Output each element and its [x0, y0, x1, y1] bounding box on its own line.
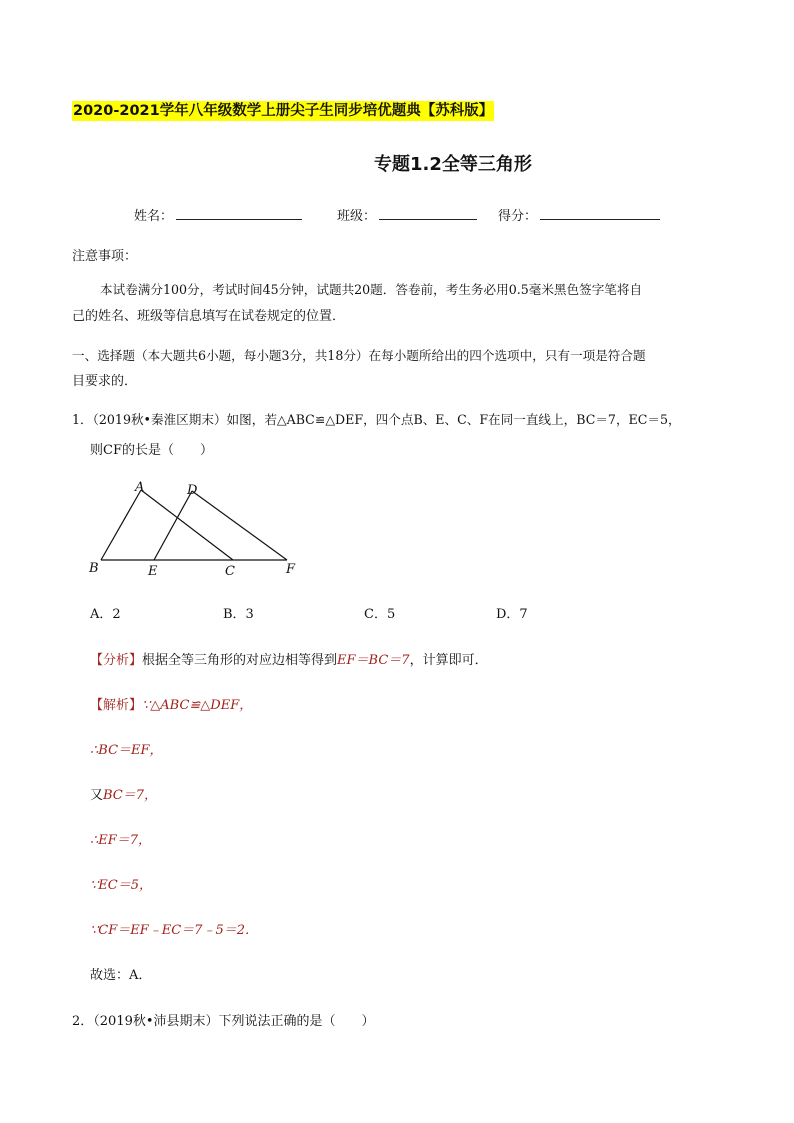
page-title: 专题1.2全等三角形 — [374, 154, 532, 175]
side-ab — [101, 490, 141, 560]
label-d: D — [187, 483, 198, 498]
step-5: ∵CF＝EF﹣EC＝7﹣5＝2． — [90, 923, 258, 938]
question1-line1: 1．（2019秋•秦淮区期末）如图，若△ABC≌△DEF，四个点B、E、C、F在同一直线上，BC＝7，EC＝5， — [72, 412, 681, 427]
section1-line2: 目要求的． — [72, 374, 138, 389]
name-field[interactable] — [176, 219, 302, 220]
step-2-prefix: 又 — [90, 788, 104, 803]
step-3: ∴EF＝7， — [90, 833, 152, 848]
notes-line2: 己的姓名、班级等信息填写在试卷规定的位置． — [72, 309, 346, 324]
step-2-text: BC＝7， — [103, 788, 158, 803]
section1-line1: 一、选择题（本大题共6小题，每小题3分，共18分）在每小题所给出的四个选项中，只有一项是符合题 — [72, 348, 646, 363]
label-f: F — [286, 562, 296, 577]
side-ed — [154, 491, 192, 560]
option-b: B．3 — [223, 607, 254, 622]
fenxi-text: 根据全等三角形的对应边相等得到 — [142, 653, 338, 668]
option-d: D．7 — [496, 607, 528, 622]
jiexi-text: ∵△ABC≌△DEF， — [142, 698, 253, 713]
side-df — [192, 491, 287, 560]
question1-line2: 则CF的长是（ ） — [90, 443, 213, 458]
analysis-jiexi — [90, 694, 252, 713]
score-label: 得分： — [498, 209, 538, 224]
label-b: B — [89, 561, 99, 576]
label-c: C — [225, 564, 235, 579]
score-field[interactable] — [540, 219, 660, 220]
name-label: 姓名： — [134, 209, 174, 224]
analysis-fenxi — [90, 649, 488, 668]
notes-heading: 注意事项： — [72, 249, 138, 264]
class-field[interactable] — [379, 219, 477, 220]
step-2 — [90, 784, 157, 803]
class-label: 班级： — [337, 209, 377, 224]
label-e: E — [148, 564, 158, 579]
triangle-figure — [80, 475, 310, 585]
fenxi-end: ，计算即可． — [409, 653, 488, 668]
fenxi-formula: EF＝BC＝7 — [337, 653, 410, 668]
label-a: A — [135, 480, 145, 495]
notes-line1: 本试卷满分100分，考试时间45分钟，试题共20题．答卷前，考生务必用0.5毫米黑色签字笔将自 — [100, 282, 643, 297]
jiexi-tag: 【解析】 — [90, 698, 143, 713]
step-4: ∵EC＝5， — [90, 878, 152, 893]
header-highlight: 2020-2021学年八年级数学上册尖子生同步培优题典【苏科版】 — [73, 103, 494, 119]
question2-line1: 2．（2019秋•沛县期末）下列说法正确的是（ ） — [72, 1014, 375, 1029]
answer: 故选：A． — [90, 968, 152, 983]
option-c: C．5 — [364, 607, 396, 622]
option-a: A．2 — [90, 607, 121, 622]
fenxi-tag: 【分析】 — [90, 653, 143, 668]
step-1: ∴BC＝EF， — [90, 743, 163, 758]
